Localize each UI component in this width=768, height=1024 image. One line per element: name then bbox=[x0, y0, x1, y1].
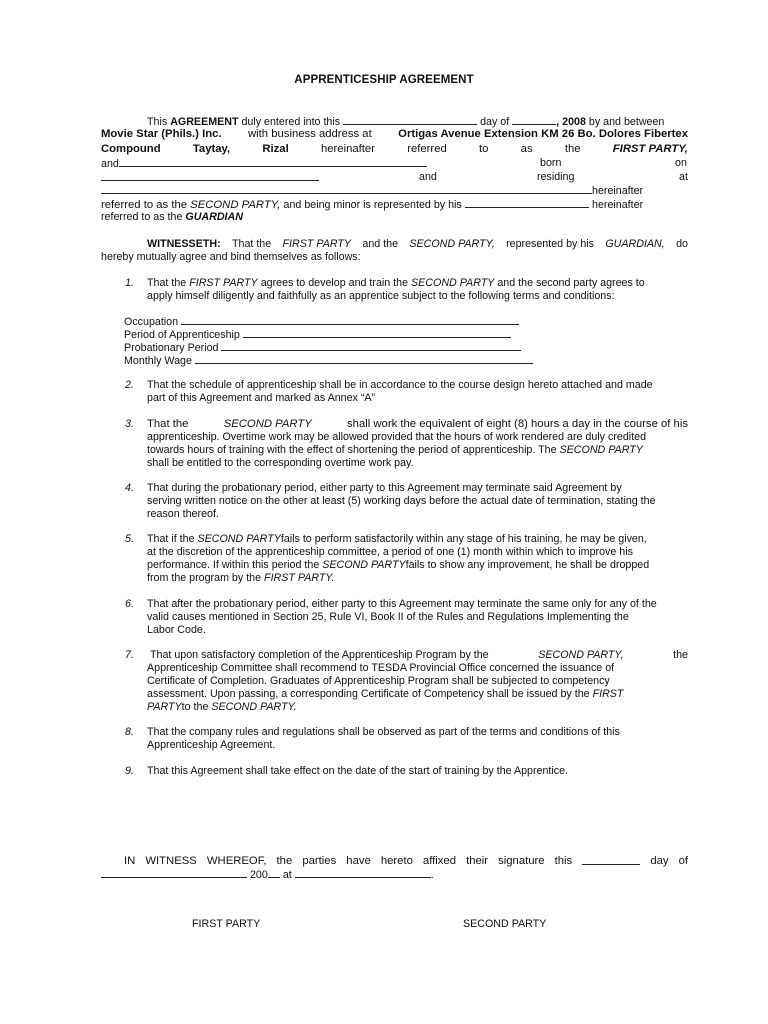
item-3-number: 3. bbox=[125, 418, 134, 430]
item-4-line-3: reason thereof. bbox=[147, 508, 219, 520]
item-5-b: fails to perform satisfactorily within any stage of his training, he may be given, bbox=[280, 533, 647, 545]
wage-field bbox=[124, 354, 533, 368]
intro-line-3 bbox=[101, 143, 688, 156]
item-8-line-1: That the company rules and regulations shall be observed as part of the terms and conditions of this bbox=[147, 726, 620, 738]
item-3-line-4: shall be entitled to the corresponding overtime work pay. bbox=[147, 457, 414, 469]
intro-line-8 bbox=[101, 211, 243, 224]
item-5-number: 5. bbox=[125, 533, 134, 545]
company-address-2c: Rizal bbox=[262, 143, 289, 155]
intro-referred: referred bbox=[407, 143, 447, 155]
witness-at: at bbox=[282, 869, 292, 881]
witness-e: parties bbox=[302, 855, 337, 867]
intro-to: to bbox=[479, 143, 489, 155]
witnesseth-t4: do bbox=[676, 238, 688, 250]
item-9-line-1: That this Agreement shall take effect on the date of the start of training by the Apprentice. bbox=[147, 765, 569, 777]
witnesseth-label: WITNESSETH: bbox=[147, 238, 221, 250]
witness-month-blank[interactable] bbox=[101, 868, 247, 878]
first-party-signature-label: FIRST PARTY bbox=[192, 918, 261, 930]
probationary-label: Probationary Period bbox=[124, 342, 219, 354]
item-6-line-1: That after the probationary period, either party to this Agreement may terminate the same only for any of the bbox=[147, 598, 657, 610]
witness-f: have bbox=[346, 855, 371, 867]
company-address-1: Ortigas Avenue Extension KM 26 Bo. Dolores Fibertex bbox=[398, 128, 688, 140]
intro-line-5 bbox=[101, 171, 319, 185]
witness-i: their bbox=[466, 855, 489, 867]
birth-date-blank[interactable] bbox=[101, 171, 319, 181]
intro-line-7 bbox=[101, 198, 643, 212]
company-name: Movie Star (Phils.) Inc. bbox=[101, 128, 222, 140]
period-label: Period of Apprenticeship bbox=[124, 329, 240, 341]
intro-line-6 bbox=[101, 184, 643, 198]
second-party-signature-label: SECOND PARTY bbox=[463, 918, 547, 930]
item-1-line-2: apply himself diligently and faithfully as an apprentice subject to the following terms and conditions: bbox=[147, 290, 615, 302]
occupation-field bbox=[124, 315, 519, 329]
item-3-b: shall work the equivalent of eight (8) hours a day in the course of his bbox=[347, 418, 688, 430]
witness-h: affixed bbox=[422, 855, 457, 867]
item-7-a: That upon satisfactory completion of the Apprenticeship Program by the bbox=[150, 649, 489, 661]
item-4-line-2: serving written notice on the other at least (5) working days before the actual date of termination, stating the bbox=[147, 495, 656, 507]
item-2-number: 2. bbox=[125, 379, 134, 391]
intro-day-of: day of bbox=[480, 116, 510, 128]
intro-and-2: and bbox=[419, 171, 437, 183]
witnesseth-first-party: FIRST PARTY bbox=[282, 238, 352, 250]
item-3-second-party: SECOND PARTY bbox=[223, 418, 312, 430]
intro-as: as bbox=[520, 143, 533, 155]
intro-at: at bbox=[679, 171, 688, 183]
item-2-line-1: That the schedule of apprenticeship shall be in accordance to the course design hereto attached and made bbox=[147, 379, 653, 391]
item-7-line-5-second-party: SECOND PARTY. bbox=[211, 701, 297, 713]
item-6-line-2: valid causes mentioned in Section 25, Rule VI, Book II of the Rules and Regulations Implementing the bbox=[147, 611, 629, 623]
intro-line-2 bbox=[101, 128, 688, 141]
item-7-line-5-first-party: PARTY bbox=[147, 701, 182, 713]
item-1-second-party: SECOND PARTY bbox=[411, 277, 495, 289]
document-title: APPRENTICESHIP AGREEMENT bbox=[294, 74, 474, 86]
witness-line-1 bbox=[124, 855, 688, 868]
witness-year-prefix: 200 bbox=[249, 869, 268, 881]
witnesseth-t3: represented by his bbox=[506, 238, 594, 250]
guardian-name-blank[interactable] bbox=[465, 198, 589, 208]
agreement-month-blank[interactable] bbox=[512, 115, 556, 125]
intro-hereinafter: hereinafter bbox=[320, 143, 375, 155]
item-7-line-1 bbox=[150, 649, 688, 662]
agreement-day-blank[interactable] bbox=[343, 115, 477, 125]
item-1-line-1 bbox=[147, 277, 645, 290]
item-5-line-3a: performance. If within this period the bbox=[147, 559, 320, 571]
witness-b: WITNESS bbox=[145, 855, 197, 867]
witness-day-blank[interactable] bbox=[582, 855, 640, 865]
witness-year-blank[interactable] bbox=[268, 868, 280, 878]
item-5-line-3b: fails to show any improvement, he shall be dropped bbox=[405, 559, 650, 571]
intro-minor: and being minor is represented by his bbox=[283, 199, 462, 211]
item-7-line-4-first-party: FIRST bbox=[592, 688, 624, 700]
witness-of: of bbox=[678, 855, 688, 867]
intro-this: This bbox=[147, 116, 168, 128]
item-7-line-5 bbox=[147, 701, 297, 714]
witnesseth-line-1 bbox=[147, 238, 688, 251]
item-5-line-2: at the discretion of the apprenticeship committee, a period of one (1) month within which to improve his bbox=[147, 546, 633, 558]
witnesseth-t1: That the bbox=[231, 238, 272, 250]
intro-referred-as: referred to as the bbox=[101, 199, 188, 211]
witnesseth-guardian: GUARDIAN, bbox=[605, 238, 665, 250]
item-4-number: 4. bbox=[125, 482, 134, 494]
item-5-a: That if the bbox=[147, 533, 195, 545]
wage-label: Monthly Wage bbox=[124, 355, 192, 367]
intro-hereinafter-end: hereinafter bbox=[592, 185, 644, 197]
guardian-term: GUARDIAN bbox=[185, 211, 243, 223]
company-address-2b: Taytay, bbox=[192, 143, 231, 155]
item-5-line-3 bbox=[147, 559, 649, 572]
item-7-second-party: SECOND PARTY, bbox=[538, 649, 624, 661]
item-3-line-2: apprenticeship. Overtime work may be allowed provided that the hours of work rendered are duly credited bbox=[147, 431, 647, 443]
item-5-line-4a: from the program by the bbox=[147, 572, 262, 584]
intro-by-between: by and between bbox=[588, 116, 665, 128]
witness-c: WHEREOF, bbox=[206, 855, 267, 867]
year-separator: , bbox=[556, 116, 560, 128]
first-party-term: FIRST PARTY, bbox=[612, 143, 688, 155]
occupation-blank[interactable] bbox=[181, 315, 519, 325]
agreement-word: AGREEMENT bbox=[170, 116, 239, 128]
item-8-number: 8. bbox=[125, 726, 134, 738]
intro-residing: residing bbox=[537, 171, 575, 183]
item-1-first-party: FIRST PARTY bbox=[189, 277, 258, 289]
witnesseth-t2: and the bbox=[362, 238, 399, 250]
item-5-second-party: SECOND PARTY bbox=[197, 533, 281, 545]
item-5-line-4 bbox=[147, 572, 335, 585]
item-5-line-1 bbox=[147, 533, 647, 546]
item-1-number: 1. bbox=[125, 277, 134, 289]
witnesseth-second-party: SECOND PARTY, bbox=[409, 238, 495, 250]
item-2-line-2: part of this Agreement and marked as Annex “A” bbox=[147, 392, 376, 404]
witness-k: this bbox=[554, 855, 573, 867]
intro-line-1 bbox=[147, 115, 664, 129]
item-3-line-1 bbox=[147, 418, 688, 431]
item-3-line-3a: towards hours of training with the effect of shortening the period of apprenticeship. The bbox=[147, 444, 557, 456]
intro-on: on bbox=[675, 157, 687, 169]
item-7-b: the bbox=[673, 649, 688, 661]
item-7-number: 7. bbox=[125, 649, 134, 661]
intro-duly: duly entered into this bbox=[241, 116, 341, 128]
witness-j: signature bbox=[498, 855, 545, 867]
item-4-line-1: That during the probationary period, either party to this Agreement may terminate said Agreement by bbox=[147, 482, 622, 494]
item-7-line-4 bbox=[147, 688, 623, 701]
intro-line-4 bbox=[101, 157, 427, 171]
witnesseth-line-2: hereby mutually agree and bind themselves as follows: bbox=[101, 251, 361, 263]
item-6-number: 6. bbox=[125, 598, 134, 610]
witness-place-blank[interactable] bbox=[295, 868, 431, 878]
probationary-blank[interactable] bbox=[221, 341, 521, 351]
item-5-line-4-first-party: FIRST PARTY. bbox=[264, 572, 335, 584]
second-party-term: SECOND PARTY, bbox=[190, 199, 281, 211]
witness-d: the bbox=[276, 855, 293, 867]
intro-referred-guardian: referred to as the bbox=[101, 211, 183, 223]
second-party-name-blank[interactable] bbox=[119, 157, 427, 167]
item-1-a: That the bbox=[147, 277, 187, 289]
period-blank[interactable] bbox=[243, 328, 511, 338]
witness-g: hereto bbox=[380, 855, 413, 867]
intro-with-address: with business address at bbox=[248, 128, 372, 140]
item-9-number: 9. bbox=[125, 765, 134, 777]
wage-blank[interactable] bbox=[195, 354, 533, 364]
item-5-line-3-second-party: SECOND PARTY bbox=[322, 559, 406, 571]
item-3-a: That the bbox=[147, 418, 189, 430]
intro-hereinafter-2: hereinafter bbox=[592, 199, 644, 211]
item-7-line-2: Apprenticeship Committee shall recommend to TESDA Provincial Office concerned the issuance of bbox=[147, 662, 615, 674]
agreement-year: 2008 bbox=[562, 116, 586, 128]
item-1-b: agrees to develop and train the bbox=[260, 277, 409, 289]
item-7-line-5b: to the bbox=[181, 701, 209, 713]
item-7-line-3: Certificate of Completion. Graduates of Apprenticeship Program shall be subjected to competency bbox=[147, 675, 610, 687]
item-1-c: and the second party agrees to bbox=[497, 277, 645, 289]
item-3-line-3-second-party: SECOND PARTY bbox=[559, 444, 643, 456]
witness-day: day bbox=[650, 855, 669, 867]
item-7-line-4a: assessment. Upon passing, a corresponding Certificate of Competency shall be issued by the bbox=[147, 688, 590, 700]
item-3-line-3 bbox=[147, 444, 643, 457]
probationary-field bbox=[124, 341, 521, 355]
intro-the: the bbox=[564, 143, 581, 155]
period-field bbox=[124, 328, 511, 342]
witness-end: . bbox=[430, 869, 434, 881]
item-8-line-2: Apprenticeship Agreement. bbox=[147, 739, 276, 751]
witness-line-2 bbox=[101, 868, 434, 882]
residence-blank[interactable] bbox=[101, 184, 592, 194]
item-6-line-3: Labor Code. bbox=[147, 624, 206, 636]
occupation-label: Occupation bbox=[124, 316, 179, 328]
intro-born: born bbox=[540, 157, 562, 169]
witness-a: IN bbox=[124, 855, 136, 867]
intro-and: and bbox=[101, 158, 119, 170]
company-address-2a: Compound bbox=[101, 143, 161, 155]
